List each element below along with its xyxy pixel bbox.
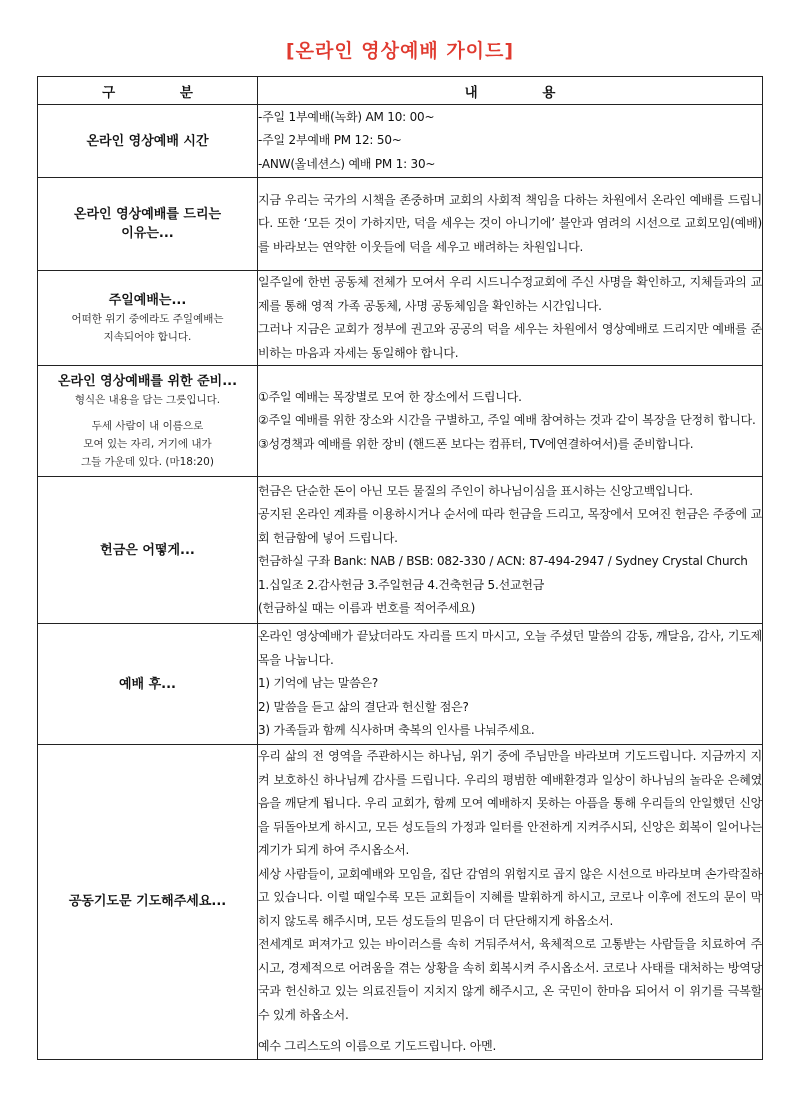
content-line: ③성경책과 예배를 위한 장비 (핸드폰 보다는 컴퓨터, TV에연결하여서)를 준비합니다.	[258, 436, 694, 451]
table-row	[38, 271, 763, 366]
header-category: 구 분	[38, 77, 258, 105]
row-label-cell	[38, 178, 258, 271]
bank-account-line: 헌금하실 구좌 Bank: NAB / BSB: 082-330 / ACN: 87-494-2947 / Sydney Crystal Church	[258, 554, 748, 568]
row-title: 주일예배는...	[108, 292, 187, 308]
row-content-cell	[258, 271, 763, 366]
row-label-cell	[38, 271, 258, 366]
row-subtitle: 지속되어야 합니다.	[103, 330, 192, 343]
content-line: -주일 1부예배(녹화) AM 10: 00~	[258, 109, 435, 124]
content-line: 1) 기억에 남는 말씀은?	[258, 676, 379, 691]
bible-verse-line: 그들 가운데 있다. (마18:20)	[81, 455, 214, 468]
row-content-cell	[258, 624, 763, 745]
row-title: 헌금은 어떻게...	[100, 542, 195, 558]
row-title: 온라인 영상예배 시간	[86, 133, 209, 149]
content-paragraph: 그러나 지금은 교회가 정부에 권고와 공공의 덕을 세우는 차원에서 영상예배로 드리지만 예배를 준비하는 마음과 자세는 동일해야 합니다.	[258, 322, 762, 360]
table-row	[38, 624, 763, 745]
table-row	[38, 477, 763, 624]
row-label-cell	[38, 477, 258, 624]
table-row	[38, 178, 763, 271]
bible-verse-line: 두세 사람이 내 이름으로	[91, 419, 204, 432]
row-label-cell	[38, 366, 258, 477]
row-title: 이유는...	[121, 226, 174, 241]
content-line: ①주일 예배는 목장별로 모여 한 장소에서 드립니다.	[258, 389, 522, 404]
row-label-cell	[38, 624, 258, 745]
page-title: [온라인 영상예배 가이드]	[285, 40, 515, 62]
content-line: -주일 2부예배 PM 12: 50~	[258, 133, 402, 148]
row-content-cell	[258, 477, 763, 624]
guide-table	[37, 76, 763, 1060]
row-content-cell	[258, 178, 763, 271]
prayer-paragraph: 우리 삶의 전 영역을 주관하시는 하나님, 위기 중에 주님만을 바라보며 기도드립니다. 지금까지 지켜 보호하신 하나님께 감사를 드립니다. 우리의 평범한 예배환경과 일상이 하나님의 놀라운 은혜였음을 깨닫게 됩니다. 우리 교회가, 함께 모여 예배하지 못하는 아픔을 통해 우리들의 안일했던 신앙을 뒤돌아보게 하시고, 모든 성도들의 가정과 일터를 안전하게 지켜주시되, 신앙은 회복이 일어나는 계기가 되게 하여 주시옵소서.	[258, 749, 762, 857]
row-content-cell	[258, 745, 763, 1060]
row-content-cell	[258, 366, 763, 477]
content-line: (헌금하실 때는 이름과 번호를 적어주세요)	[258, 601, 476, 615]
content-line: 공지된 온라인 계좌를 이용하시거나 순서에 따라 헌금을 드리고, 목장에서 모여진 헌금은 주중에 교회 헌금함에 넣어 드립니다.	[258, 507, 762, 545]
bible-verse-line: 모여 있는 자리, 거기에 내가	[83, 437, 212, 450]
content-line: 1.십일조 2.감사헌금 3.주일헌금 4.건축헌금 5.선교헌금	[258, 577, 545, 592]
prayer-paragraph: 세상 사람들이, 교회예배와 모임을, 집단 감염의 위험지로 곱지 않은 시선으로 바라보며 손가락질하고 있습니다. 이럴 때일수록 모든 교회들이 지혜를 발휘하게 하시고, 코로나 이후에 전도의 문이 막히지 않도록 해주시며, 모든 성도들의 믿음이 더 단단해지게 하옵소서.	[258, 866, 762, 928]
row-label-cell	[38, 745, 258, 1060]
row-title: 온라인 영상예배를 드리는	[73, 207, 222, 222]
table-row	[38, 745, 763, 1060]
content-paragraph: 지금 우리는 국가의 시책을 존중하며 교회의 사회적 책임을 다하는 차원에서 온라인 예배를 드립니다. 또한 ‘모든 것이 가하지만, 덕을 세우는 것이 아니기에’ 불안과 염려의 시선으로 교회모임(예배)를 바라보는 연약한 이웃들에 덕을 세우고 배려하는 차원입니다.	[258, 192, 762, 254]
table-row	[38, 366, 763, 477]
row-title: 공동기도문 기도해주세요...	[68, 894, 227, 910]
content-line: -ANW(올네션스) 예배 PM 1: 30~	[258, 156, 436, 171]
row-content-cell	[258, 105, 763, 178]
content-line: 2) 말씀을 듣고 삶의 결단과 헌신할 점은?	[258, 699, 469, 714]
content-line: 온라인 영상예배가 끝났더라도 자리를 뜨지 마시고, 오늘 주셨던 말씀의 감동, 깨달음, 감사, 기도제목을 나눕니다.	[258, 629, 762, 667]
prayer-closing: 예수 그리스도의 이름으로 기도드립니다. 아멘.	[258, 1039, 497, 1053]
content-paragraph: 일주일에 한번 공동체 전체가 모여서 우리 시드니수정교회에 주신 사명을 확인하고, 지체들과의 교제를 통해 영적 가족 공동체, 사명 공동체임을 확인하는 시간입니다.	[258, 275, 762, 313]
table-header-row	[38, 77, 763, 105]
prayer-paragraph: 전세계로 퍼져가고 있는 바이러스를 속히 거둬주셔서, 육체적으로 고통받는 사람들을 치료하여 주시고, 경제적으로 어려움을 겪는 상황을 속히 회복시켜 주시옵소서. 코로나 사태를 대처하는 방역당국과 헌신하고 있는 의료진들이 지치지 않게 해주시고, 온 국민이 한마음 되어서 이 위기를 극복할 수 있게 하옵소서.	[258, 937, 762, 1022]
table-row	[38, 105, 763, 178]
header-content: 내 용	[258, 77, 763, 105]
row-subtitle: 어떠한 위기 중에라도 주일예배는	[71, 312, 224, 325]
row-label-cell	[38, 105, 258, 178]
content-line: 3) 가족들과 함께 식사하며 축복의 인사를 나눠주세요.	[258, 723, 535, 738]
content-line: 헌금은 단순한 돈이 아닌 모든 물질의 주인이 하나님이심을 표시하는 신앙고백입니다.	[258, 483, 693, 498]
row-title: 온라인 영상예배를 위한 준비...	[57, 373, 238, 389]
row-subtitle: 형식은 내용을 담는 그릇입니다.	[74, 393, 221, 406]
content-line: ②주일 예배를 위한 장소와 시간을 구별하고, 주일 예배 참여하는 것과 같이 복장을 단정히 합니다.	[258, 413, 756, 428]
row-title: 예배 후...	[118, 676, 176, 692]
